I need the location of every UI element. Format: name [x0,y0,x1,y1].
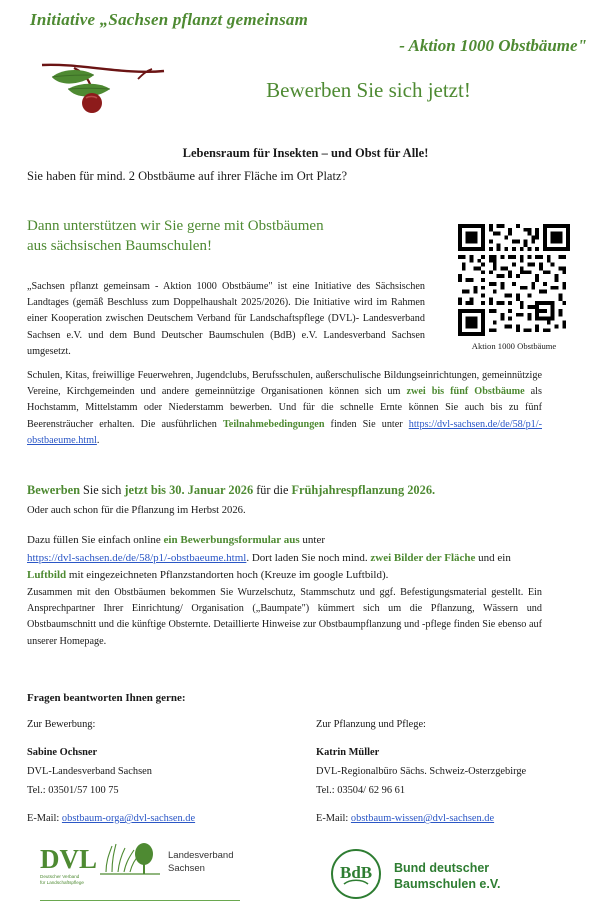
qr-code-caption: Aktion 1000 Obstbäume [471,341,557,351]
p3-text-d: für die [253,483,292,497]
p2-text-a: Schulen, Kitas, freiwillige Feuerwehren, Jugendclubs, Berufsschulen, außerschulische Bildungseinrichtungen, gemeinnützige Vereine, Kirchgemeinden und andere gemeinnützige Organisationen können sich um [27,370,542,398]
contact-left-email-row [27,809,287,828]
p4-form-highlight: ein Bewerbungsformular aus [163,534,300,546]
p4-form-link[interactable]: https://dvl-sachsen.de/de/58/p1/-obstbaeume.html [27,551,247,564]
qr-code-image[interactable] [458,224,570,336]
p3-spring-planting: Frühjahrespflanzung 2026. [291,483,436,497]
header-call-to-action: Bewerben Sie sich jetzt! [266,78,471,102]
contact-right-email-link[interactable]: obstbaum-wissen@dvl-sachsen.de [350,813,495,824]
contact-right-org: DVL-Regionalbüro Sächs. Schweiz-Osterzgebirge [316,766,527,777]
header-title-line2: - Aktion 1000 Obstbäume" [399,36,587,55]
intro-support-line [27,216,427,256]
contact-right-name: Katrin Müller [316,747,380,758]
contact-left-phone: Tel.: 03501/57 100 75 [27,785,119,796]
intro-insects-line: Lebensraum für Insekten – und Obst für Alle! [182,146,429,160]
p3-apply-word: Bewerben [27,483,80,497]
p4-text-d: . Dort laden Sie noch mind. [246,551,371,564]
p2-text-e: finden Sie unter [324,418,409,430]
dvl-logo [40,838,255,900]
cherry-branch-icon [34,55,184,115]
p4-text-a: Dazu füllen Sie einfach online [27,534,164,546]
paragraph-support-material: Zusammen mit den Obstbäumen bekommen Sie Wurzelschutz, Stammschutz und ggf. Befestigungsmaterial gestellt. Ein Ansprechpartner Ihrer Einrichtung/ Organisation („Baumpate") kümmert sich um die Pflanzung, Wässern und Obstbaumschnitt und die künftige Obsternte. Detaillierte Hinweise zur Obstbaumpflanzung und -pflege finden Sie ebenso auf unserer Homepage. [27,587,542,647]
contact-column-application [27,715,287,828]
p4-photos-highlight: zwei Bilder der Fläche [370,551,476,564]
contact-right-phone: Tel.: 03504/ 62 96 61 [316,785,406,796]
footer-divider [40,900,240,901]
paragraph-deadline [27,481,542,520]
p2-text-f: . [96,434,100,446]
contact-left-org: DVL-Landesverband Sachsen [27,766,152,777]
qr-code-block [452,224,576,351]
p4-text-c: unter [299,534,325,546]
contact-column-planting [316,715,576,828]
contact-right-email-row [316,809,576,828]
contacts-heading: Fragen beantworten Ihnen gerne: [27,692,186,704]
p4-text-h: mit eingezeichneten Pflanzstandorten hoch (Kreuze im google Luftbild). [66,569,389,581]
svg-text:BdB: BdB [340,863,373,882]
intro-support-line1: Dann unterstützen wir Sie gerne mit Obstbäumen [27,218,324,234]
p3-autumn-note: Oder auch schon für die Pflanzung im Herbst 2026. [27,505,246,516]
contact-right-email-label: E-Mail: [316,813,351,824]
contact-right-role: Zur Pflanzung und Pflege: [316,719,426,730]
svg-text:für Landschaftspflege: für Landschaftspflege [40,880,84,885]
intro-question-line: Sie haben für mind. 2 Obstbäume auf ihrer Fläche im Ort Platz? [27,169,348,183]
contact-left-role: Zur Bewerbung: [27,719,96,730]
p2-highlight-conditions: Teilnahmebedingungen [222,418,325,430]
contact-left-email-link[interactable]: obstbaum-orga@dvl-sachsen.de [61,813,196,824]
bdb-logo [330,848,570,900]
paragraph-application-form [27,532,542,585]
p3-text-b: Sie sich [80,483,125,497]
intro-support-line2: aus sächsischen Baumschulen! [27,238,212,254]
svg-text:Landesverband: Landesverband [168,850,234,861]
paragraph-eligibility [27,368,542,449]
p2-text-c: als Hochstamm, Mittelstamm oder Niederstamm bewerben. Und für die schnelle Ernte können Sie auch bis zu fünf Beerensträucher erhalten. Die ausführlichen [27,386,542,430]
p2-terms-link[interactable]: https://dvl-sachsen.de/de/58/p1/-obstbaeume.html [27,418,542,446]
p2-highlight-trees: zwei bis fünf Obstbäume [406,386,525,398]
header-title-line1: Initiative „Sachsen pflanzt gemeinsam [30,10,309,29]
paragraph-initiative: „Sachsen pflanzt gemeinsam - Aktion 1000 Obstbäume" ist eine Initiative des Sächsischen Landtages (gemäß Beschluss zum Doppelhaushalt 2025/2026). Die Initiative wird im Rahmen einer Kooperation zwischen Deutschem Verband für Landschaftspflege (DVL)- Landesverband Sachsen e.V. und dem Bund Deutscher Baumschulen (BdB) e.V. Landesverband Sachsen umgesetzt. [27,281,425,357]
svg-text:Deutscher Verband: Deutscher Verband [40,874,80,879]
contact-left-email-label: E-Mail: [27,813,62,824]
p4-text-f: und ein [475,551,511,564]
dvl-acronym-text: DVL [40,844,98,874]
svg-text:Baumschulen e.V.: Baumschulen e.V. [394,877,501,891]
p3-deadline-date: jetzt bis 30. Januar 2026 [124,483,254,497]
svg-text:Bund deutscher: Bund deutscher [394,861,490,875]
svg-text:Sachsen: Sachsen [168,863,205,874]
p4-aerial-highlight: Luftbild [27,569,67,581]
contact-left-name: Sabine Ochsner [27,747,98,758]
